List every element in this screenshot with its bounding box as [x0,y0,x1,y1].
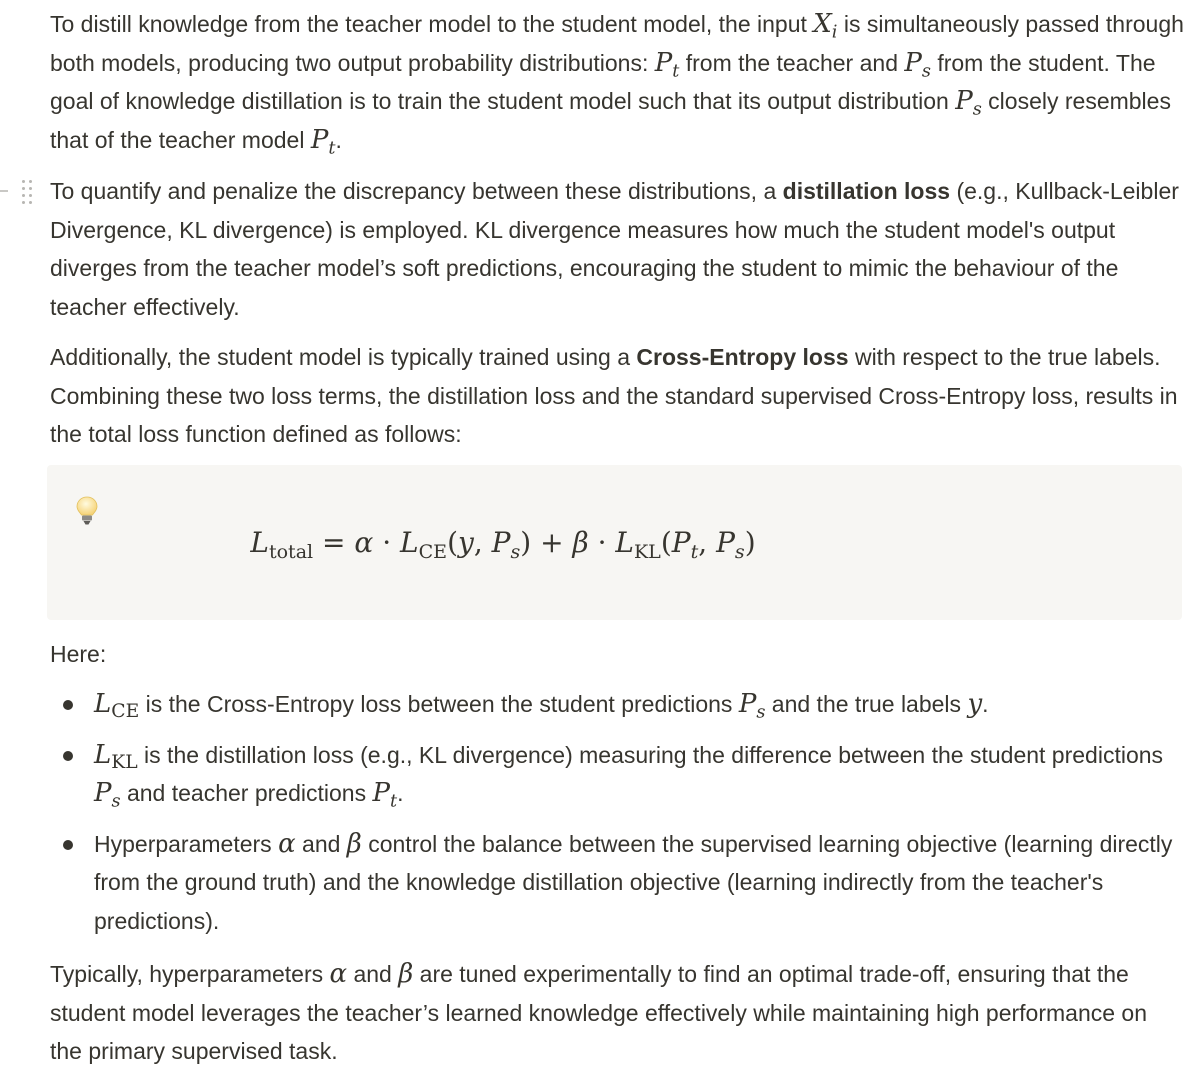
text: To quantify and penalize the discrepancy between these distributions, a [50,178,783,204]
list-item: Hyperparameters α and β control the balance between the supervised learning objective (learning directly from the ground truth) and the knowledge distillation objective (learning indirectly from the teacher's predictions). [50,825,1185,941]
total-loss-formula: $L_{total} = \alpha \cdot L_{CE}(y$, $P_s) + \beta \cdot L_{KL}(P_t$, $P_s$) [250,526,756,564]
text: (e.g., Kullback-Leibler Divergence, KL divergence) is employed. KL divergence measures how much the student model's output diverges from the teacher model’s soft predictions, encouraging the student to mimic the behaviour of the teacher effectively. [50,178,1179,320]
math-alpha: α [278,828,296,859]
math-beta: β [398,959,414,989]
text: with respect to the true labels. Combining these two loss terms, the distillation loss and the standard supervised Cross-Entropy loss, results in the total loss function defined as follows: [50,344,1178,447]
text: To distill knowledge from the teacher model to the student model, the input [50,11,814,37]
math-p-t: $P_t$ [372,778,398,812]
bulleted-list [50,685,1185,952]
text: from the teacher and [679,49,905,76]
drag-handle-icon[interactable] [0,178,40,204]
paragraph-hyperparameters: Typically, hyperparameters α and β are tuned experimentally to find an optimal trade-off, ensuring that the student model leverages the teacher’s learned knowledge effectively while maintaining high performance on the primary supervised task. [50,959,1148,1064]
paragraph-cross-entropy [50,338,1185,454]
math-p-s: $P_s$ [955,86,982,120]
math-alpha: α [329,959,348,989]
math-x-i: $X_i$ [813,9,838,43]
math-y: y [967,689,983,719]
drag-dots [22,180,34,204]
paragraph-distillation-loss [50,172,1185,326]
text: is simultaneously passed through both models, producing two output probability distributions: [50,11,1184,76]
math-p-s: $P_s$ [738,689,766,723]
bold-text: distillation loss [782,178,951,204]
block-add-indicator [0,190,8,192]
math-l-ce: $L_{CE}$ [94,689,140,723]
math-beta: β [346,828,362,859]
math-p-t: $P_t$ [654,47,680,82]
math-p-t: $P_t$ [310,124,336,159]
math-l-kl: $L_{KL}$ [94,739,138,773]
math-p-s: $P_s$ [904,47,931,82]
text: closely resembles that of the teacher model [50,88,1171,153]
here-label: Here: [50,641,107,667]
list-item: $L_{CE}$ is the Cross-Entropy loss between the student predictions $P_s$ and the true labels y. [50,685,1185,724]
text: . [335,126,342,153]
math-p-s: $P_s$ [94,778,121,812]
list-item: $L_{KL}$ is the distillation loss (e.g., KL divergence) measuring the difference between the student predictions $P_s$ and teacher predictions $P_t$. [50,736,1185,813]
text: from the student. The goal of knowledge distillation is to train the student model such that its output distribution [50,49,1156,114]
bold-text: Cross-Entropy loss [636,344,849,370]
text: Additionally, the student model is typically trained using a [50,344,637,370]
paragraph-intro [50,5,1185,159]
callout-block[interactable] [47,465,1182,620]
